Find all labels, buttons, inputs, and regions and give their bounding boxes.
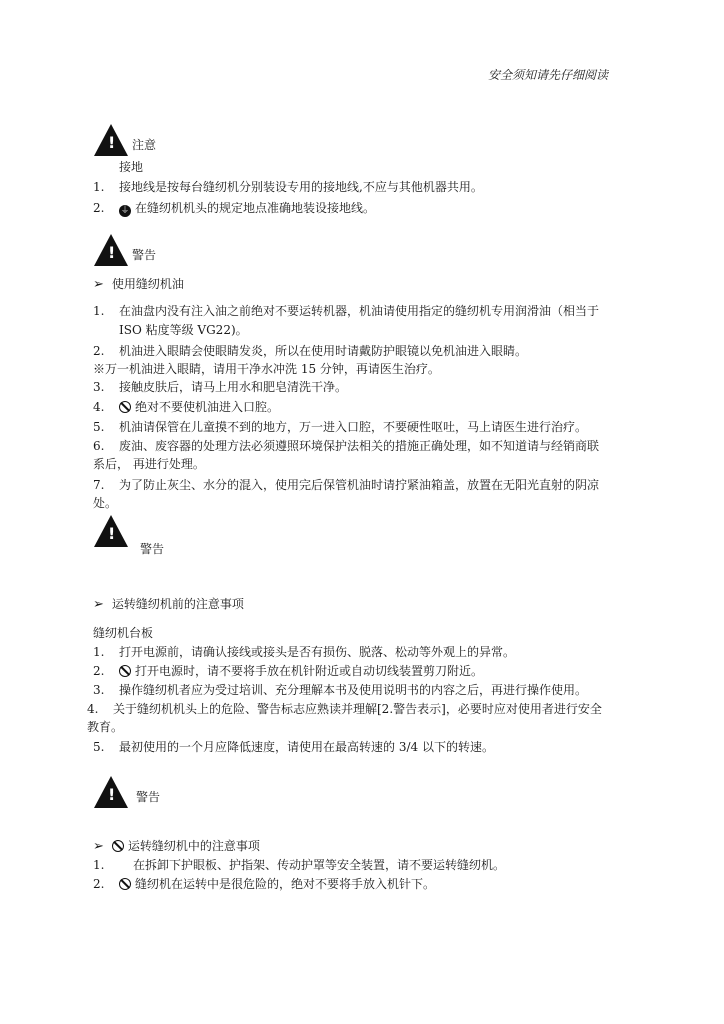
- list-item-continued: 系后， 再进行处理。: [93, 457, 205, 471]
- list-item: 2. ⏚ 在缝纫机机头的规定地点准确地装设接地线。: [93, 201, 376, 216]
- list-item: 1. 在拆卸下护眼板、护指架、传动护罩等安全装置，请不要运转缝纫机。: [93, 858, 506, 872]
- section-title: ➢ 运转缝纫机中的注意事项: [93, 839, 260, 854]
- warning-triangle-icon: [94, 515, 128, 547]
- list-item: 3. 接触皮肤后，请马上用水和肥皂清洗干净。: [93, 380, 348, 394]
- list-item: 7. 为了防止灰尘、水分的混入，使用完后保管机油时请拧紧油箱盖，放置在无阳光直射的阴凉: [93, 478, 600, 492]
- list-item: 2. 打开电源时，请不要将手放在机针附近或自动切线装置剪刀附近。: [93, 664, 484, 678]
- list-item-continued: 教育。: [87, 720, 124, 734]
- section-title: ➢ 使用缝纫机油: [93, 277, 184, 292]
- list-item-continued: 处。: [93, 496, 118, 510]
- list-item: 1. 在油盘内没有注入油之前绝对不要运转机器，机油请使用指定的缝纫机专用润滑油（相当于: [93, 304, 600, 318]
- page-header: 安全须知请先仔细阅读: [487, 68, 608, 82]
- section-subtitle: 缝纫机台板: [93, 626, 154, 640]
- arrow-bullet-icon: ➢: [93, 597, 104, 612]
- arrow-bullet-icon: ➢: [93, 277, 104, 292]
- prohibition-icon: [112, 840, 124, 852]
- section-title: ➢ 运转缝纫机前的注意事项: [93, 597, 244, 612]
- warning-label: 注意: [132, 138, 157, 152]
- list-item: 4. 关于缝纫机机头上的危险、警告标志应熟读并理解[2.警告表示]，必要时应对使用者进行安全: [87, 702, 602, 716]
- warning-label: 警告: [132, 248, 157, 262]
- list-item: 5. 机油请保管在儿童摸不到的地方，万一进入口腔，不要硬性呕吐，马上请医生进行治疗。: [93, 420, 588, 434]
- list-item: 1. 打开电源前，请确认接线或接头是否有损伤、脱落、松动等外观上的异常。: [93, 645, 516, 659]
- ground-icon: ⏚: [120, 206, 130, 216]
- section-subtitle: 接地: [119, 160, 144, 174]
- list-item: 2. 缝纫机在运转中是很危险的，绝对不要将手放入机针下。: [93, 877, 436, 891]
- list-item: 1. 接地线是按每台缝纫机分别装设专用的接地线,不应与其他机器共用。: [93, 180, 483, 194]
- list-item: 2. 机油进入眼睛会使眼睛发炎，所以在使用时请戴防护眼镜以免机油进入眼睛。: [93, 344, 528, 358]
- arrow-bullet-icon: ➢: [93, 839, 104, 854]
- list-item: 4. 绝对不要使机油进入口腔。: [93, 400, 280, 414]
- list-item: 6. 废油、废容器的处理方法必须遵照环境保护法相关的措施正确处理，如不知道请与经销商联: [93, 439, 600, 453]
- list-item: 3. 操作缝纫机者应为受过培训、充分理解本书及使用说明书的内容之后，再进行操作使用。: [93, 683, 588, 697]
- warning-triangle-icon: [94, 776, 128, 808]
- note: ※万一机油进入眼睛，请用干净水冲洗 15 分钟，再请医生治疗。: [93, 362, 440, 376]
- prohibition-icon: [119, 665, 131, 677]
- warning-label: 警告: [136, 790, 161, 804]
- prohibition-icon: [119, 878, 131, 890]
- warning-label: 警告: [140, 542, 165, 556]
- list-item: 5. 最初使用的一个月应降低速度，请使用在最高转速的 3/4 以下的转速。: [93, 740, 494, 754]
- warning-triangle-icon: [94, 234, 128, 266]
- warning-triangle-icon: [94, 124, 128, 156]
- list-item-continued: ISO 粘度等级 VG22)。: [119, 323, 248, 337]
- prohibition-icon: [119, 401, 131, 413]
